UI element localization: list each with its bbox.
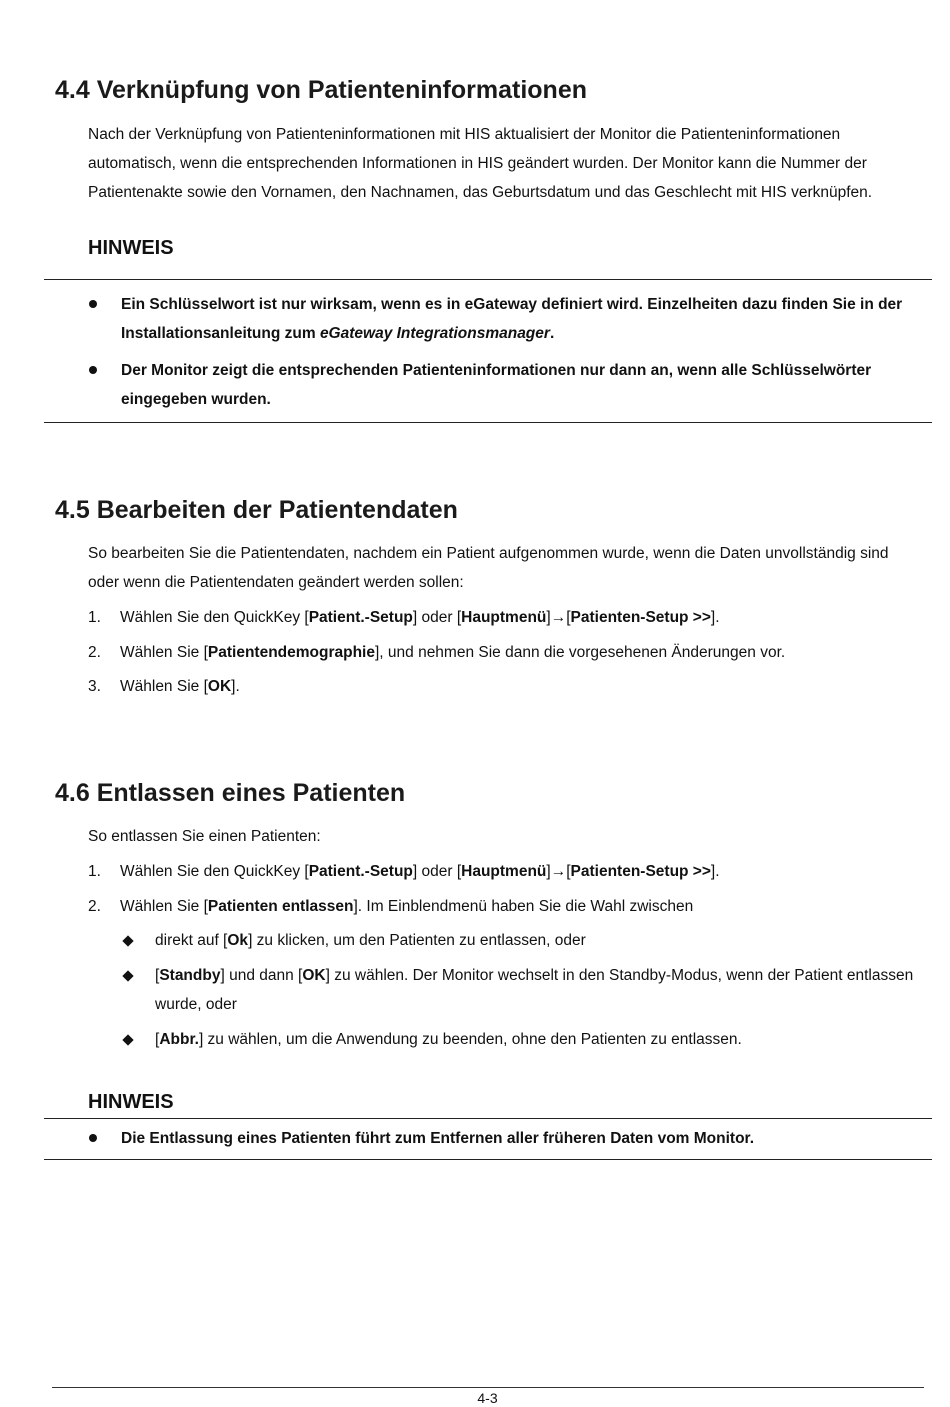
s44-note-2-line-1: Der Monitor zeigt die entsprechenden Patienteninformationen nur dann an, wenn alle Schlüsselwörter [121,362,872,379]
page-number: 4-3 [477,1390,498,1406]
section-4-5-title: 4.5 Bearbeiten der Patientendaten [55,496,458,524]
s46-note-bottom-rule [44,1159,932,1160]
s46-step-1-number: 1. [88,863,101,880]
s45-intro-line-2: oder wenn die Patientendaten geändert werden sollen: [88,574,464,591]
s45-step-2-number: 2. [88,644,101,661]
bullet-icon [89,366,97,374]
s46-step-1: Wählen Sie den QuickKey [Patient.-Setup] oder [Hauptmenü]→[Patienten-Setup >>]. [120,863,720,880]
s46-option-2-line-2: wurde, oder [155,996,237,1013]
section-4-4-title: 4.4 Verknüpfung von Patienteninformationen [55,76,588,104]
s44-body-line-1: Nach der Verknüpfung von Patienteninformationen mit HIS aktualisiert der Monitor die Patienteninformationen [88,126,841,143]
s44-body-line-3: Patientenakte sowie den Vornamen, den Nachnamen, das Geburtsdatum und das Geschlecht mit HIS verknüpfen. [88,184,873,201]
bullet-icon [89,300,97,308]
s46-intro: So entlassen Sie einen Patienten: [88,828,321,845]
footer-rule [52,1387,924,1388]
s45-step-1: Wählen Sie den QuickKey [Patient.-Setup] oder [Hauptmenü]→[Patienten-Setup >>]. [120,609,720,626]
egateway-manager-title: eGateway Integrationsmanager [319,325,550,342]
s44-note-1-line-1: Ein Schlüsselwort ist nur wirksam, wenn es in eGateway definiert wird. Einzelheiten dazu finden Sie in der [121,296,903,313]
s45-step-1-number: 1. [88,609,101,626]
diamond-bullet-icon [122,970,133,981]
s46-option-2-line-1: [Standby] und dann [OK] zu wählen. Der Monitor wechselt in den Standby-Modus, wenn der Patient entlassen [155,967,914,984]
s46-option-3: [Abbr.] zu wählen, um die Anwendung zu beenden, ohne den Patienten zu entlassen. [155,1031,742,1048]
s46-step-2: Wählen Sie [Patienten entlassen]. Im Einblendmenü haben Sie die Wahl zwischen [120,898,694,915]
s44-note-1-line-2: Installationsanleitung zum eGateway Integrationsmanager. [121,325,555,342]
bullet-icon [89,1134,97,1142]
s45-step-2: Wählen Sie [Patientendemographie], und nehmen Sie dann die vorgesehenen Änderungen vor. [120,644,786,661]
s46-step-2-number: 2. [88,898,101,915]
diamond-bullet-icon [122,935,133,946]
s46-note-top-rule [44,1118,932,1119]
section-4-6-title: 4.6 Entlassen eines Patienten [55,779,406,807]
s44-note-top-rule [44,279,932,280]
s45-step-3-number: 3. [88,678,101,695]
s44-note-bottom-rule [44,422,932,423]
s44-body-line-2: automatisch, wenn die entsprechenden Informationen in HIS geändert wurden. Der Monitor kann die Nummer der [88,155,867,172]
s46-note-title: HINWEIS [88,1091,174,1113]
s46-option-1: direkt auf [Ok] zu klicken, um den Patienten zu entlassen, oder [155,932,586,949]
s46-note-1: Die Entlassung eines Patienten führt zum Entfernen aller früheren Daten vom Monitor. [121,1130,755,1147]
s44-note-title: HINWEIS [88,237,174,259]
s45-step-3: Wählen Sie [OK]. [120,678,240,695]
s45-intro-line-1: So bearbeiten Sie die Patientendaten, nachdem ein Patient aufgenommen wurde, wenn die Daten unvollständig sind [88,545,889,562]
s44-note-2-line-2: eingegeben wurden. [121,391,271,408]
diamond-bullet-icon [122,1034,133,1045]
